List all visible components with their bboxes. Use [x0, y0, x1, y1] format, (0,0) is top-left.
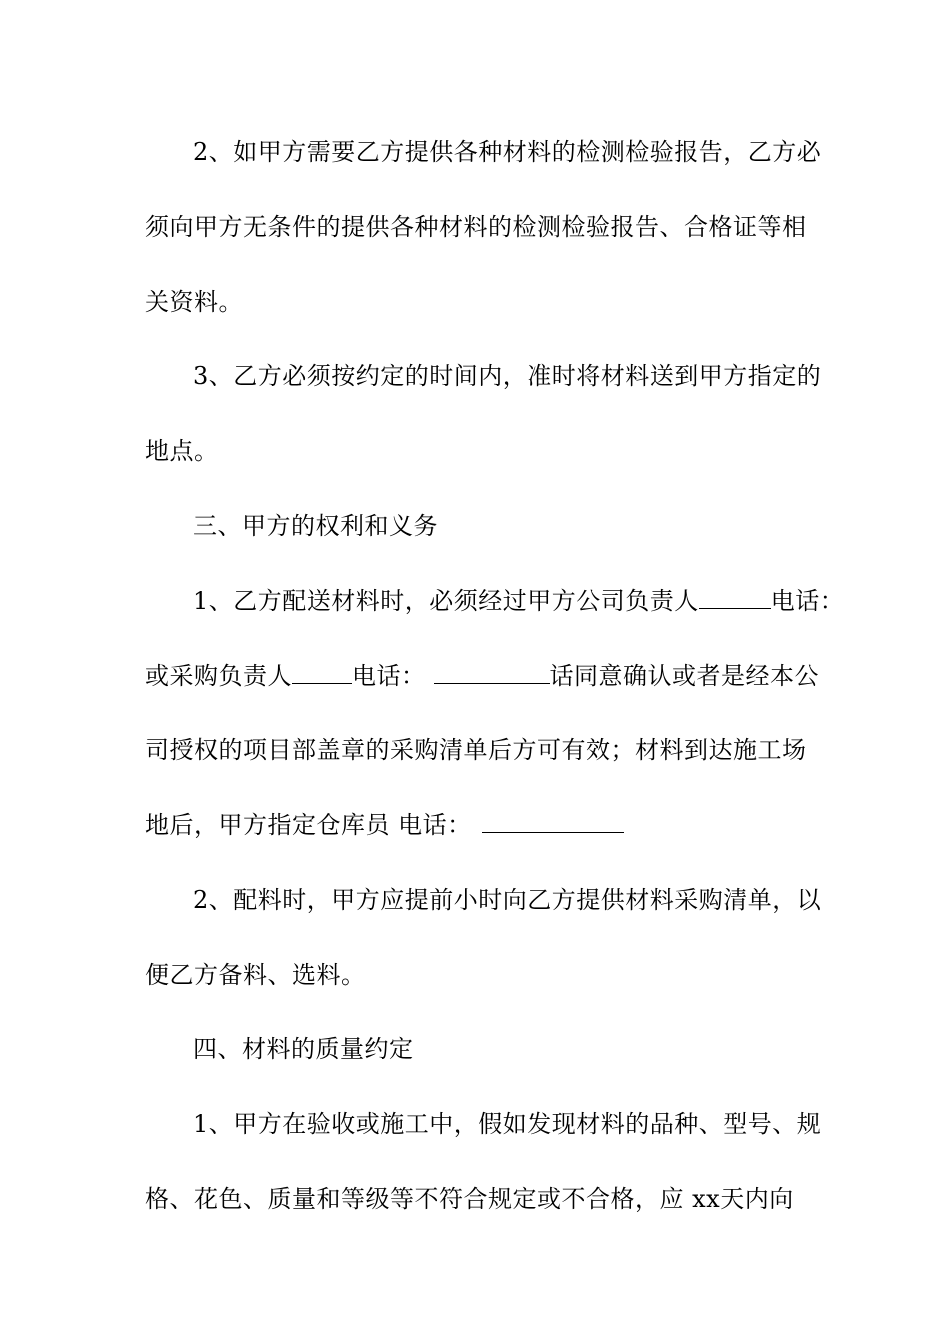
clause-1-line-2 [145, 656, 819, 696]
quality-clause-1-line-1 [193, 1104, 822, 1144]
clause-1-line-4 [145, 805, 810, 845]
quality-clause-1-line-2 [145, 1179, 810, 1219]
text-span: 或采购负责人 [145, 662, 292, 690]
section-heading-text: 三、甲方的权利和义务 [193, 512, 438, 540]
text-span: 话同意确认或者是经本公 [549, 662, 819, 690]
text-span: 格、花色、质量和等级等不符合规定或不合格，应 xx天内向 [145, 1185, 794, 1213]
clause-1-line-1 [193, 581, 845, 621]
text-span: 地后，甲方指定仓库员 电话： [145, 811, 472, 839]
paragraph-3-line-1 [193, 356, 822, 396]
fill-blank-line [434, 661, 550, 684]
text-span: 司授权的项目部盖章的采购清单后方可有效；材料到达施工场 [145, 736, 807, 764]
text-span: 1、甲方在验收或施工中，假如发现材料的品种、型号、规 [193, 1110, 822, 1138]
text-span: 地点。 [145, 437, 219, 465]
text-span: 3、乙方必须按约定的时间内，准时将材料送到甲方指定的 [193, 362, 822, 390]
section-heading-text: 四、材料的质量约定 [193, 1035, 414, 1063]
text-span: 电话： [352, 662, 426, 690]
section-3-heading [193, 506, 810, 546]
text-span: 电话： [770, 587, 845, 615]
clause-2-line-2 [145, 955, 810, 995]
text-span: 1、乙方配送材料时，必须经过甲方公司负责人 [193, 587, 699, 615]
paragraph-2-line-2 [145, 207, 810, 247]
section-4-heading [193, 1029, 810, 1069]
paragraph-2-line-3 [145, 282, 810, 322]
fill-blank-line [292, 661, 352, 684]
text-span: 2、如甲方需要乙方提供各种材料的检测检验报告，乙方必 [193, 138, 822, 166]
paragraph-3-line-2 [145, 431, 810, 471]
text-span: 关资料。 [145, 288, 243, 316]
paragraph-2-line-1 [193, 132, 822, 172]
text-span: 须向甲方无条件的提供各种材料的检测检验报告、合格证等相 [145, 213, 807, 241]
clause-1-line-3 [145, 730, 810, 770]
fill-blank-line [482, 810, 624, 833]
text-span: 便乙方备料、选料。 [145, 961, 366, 989]
text-span: 2、配料时，甲方应提前小时向乙方提供材料采购清单，以 [193, 886, 822, 914]
fill-blank-line [699, 586, 771, 609]
clause-2-line-1 [193, 880, 822, 920]
